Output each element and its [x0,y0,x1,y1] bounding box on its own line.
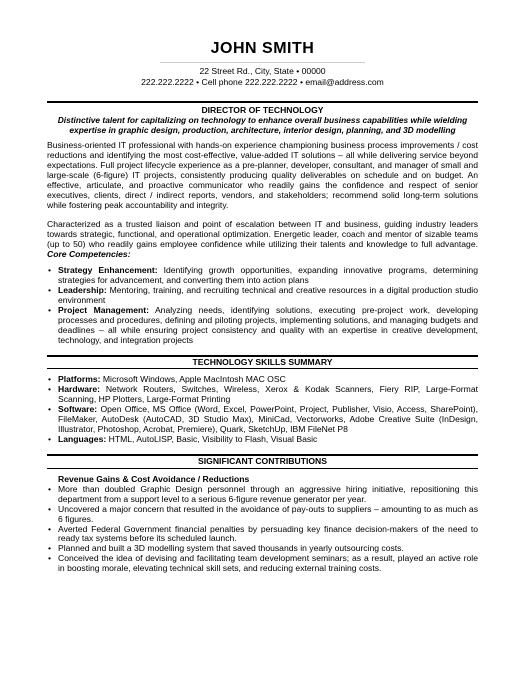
list-item: • More than doubled Graphic Design personnel through an aggressive hiring initiative, repositioning this department from a support level to a serious 6-figure revenue generator per year. [47,485,478,505]
list-item [47,286,478,306]
resume-page [47,40,478,574]
name-divider [160,62,365,63]
skills-heading: TECHNOLOGY SKILLS SUMMARY [192,356,333,367]
competency-text: Identifying growth opportunities, expanding innovative programs, determining strategies for advancement, and converting them into action plans [58,264,478,285]
skills-list [47,375,478,445]
list-item: • Averted Federal Government financial penalties by persuading key finance decision-makers of the need to ready tax systems before its scheduled launch. [47,525,478,545]
job-title-tagline: Distinctive talent for capitalizing on technology to enhance overall business capabilities while wielding expertise in graphic design, production, architecture, interior design, planning, and 3D modelling [57,114,468,135]
contact-line [47,77,478,88]
list-item [47,306,478,346]
candidate-name: JOHN SMITH [210,40,315,57]
list-item [47,435,478,445]
skill-label: Hardware: [58,384,101,395]
competencies-list [47,266,478,346]
list-item: • Planned and built a 3D modelling system that saved thousands in yearly outsourcing costs. [47,544,478,554]
competency-label: Project Management: [58,304,149,315]
competency-text: Analyzing needs, identifying solutions, executing pre-project work, developing processes and procedures, defining and piloting projects, implementing solutions, and managing budgets and deadlines – all while ensuring project consistency and quality with an expertise in creative development, technology, and integration projects [58,304,479,345]
contributions-section-header [47,454,478,469]
list-item [47,385,478,405]
skill-text: Open Office, MS Office (Word, Excel, PowerPoint, Project, Publisher, Visio, Access, SharePoint), FileMaker, AutoDesk (AutoCAD, 3D Studio Max), MiniCad, Vectorworks, Adobe Creative Suite (InDesign, Illustrator, Photoshop, Acrobat, Premiere), Quark, SketchUp, IBM FileNet P8 [58,404,478,435]
skill-text: Microsoft Windows, Apple MacIntosh MAC OSC [102,374,286,385]
contact-address: 22 Street Rd., City, State • 00000 [199,66,326,76]
title-divider [47,101,478,103]
list-item: • Uncovered a major concern that resulted in the avoidance of pay-outs to suppliers – amounting to as much as 6 figures. [47,505,478,525]
contact-phone: 222.222.2222 [141,76,194,87]
list-item [47,266,478,286]
contact-cell: • Cell phone 222.222.2222 [196,76,298,87]
contributions-subheading: Revenue Gains & Cost Avoidance / Reductions [58,473,250,484]
skills-section-header [47,355,478,370]
list-item: • Conceived the idea of devising and facilitating team development seminars; as a result, played an active role in boosting morale, elevating technical skill sets, and reducing external training costs. [47,554,478,574]
summary-paragraph-2 [47,220,478,260]
summary-paragraph-1: Business-oriented IT professional with hands-on experience championing business process improvements / cost reductions and identifying the most cost-effective, value-added IT solutions – all while delivering service beyond expectations. Full project lifecycle experience as a pre-planner, developer, consultant, and manager of small and large-scale (6-figure) IT projects, consistently producing quality deliverables on schedule and on budget. An effective, articulate, and proactive communicator who readily gains the confidence and respect of senior executives, clients, direct / indirect reports, vendors, and stakeholders; recommend solid long-term solutions while fostering peak accountability and integrity. [47,140,478,211]
competency-text: Mentoring, training, and recruiting technical and creative resources in a digital production studio environment [58,284,478,305]
skill-text: Network Routers, Switches, Wireless, Xerox & Kodak Scanners, Fiery RIP, Large-Format Scanning, HP Plotters, Large-Format Printing [58,384,478,405]
skill-label: Languages: [58,434,107,445]
competency-label: Strategy Enhancement: [58,264,158,275]
summary-paragraph-2-text: Characterized as a trusted liaison and point of escalation between IT and business, guiding industry leaders towards strategic, functional, and operational optimization. Energetic leader, coach and mentor of sizable teams (up to 50) who readily gains employee confidence while utilizing their talents and knowledge to full advantage. [47,219,478,249]
contributions-heading: SIGNIFICANT CONTRIBUTIONS [198,455,327,466]
core-competencies-label: Core Competencies: [47,248,131,259]
skill-label: Software: [58,404,98,415]
contributions-list [47,485,478,575]
skill-text: HTML, AutoLISP, Basic, Visibility to Flash, Visual Basic [108,434,318,445]
list-item [47,405,478,435]
job-title-heading: DIRECTOR OF TECHNOLOGY [201,105,324,115]
contact-email: • email@address.com [299,76,384,87]
skill-label: Platforms: [58,374,101,385]
competency-label: Leadership: [58,284,107,295]
